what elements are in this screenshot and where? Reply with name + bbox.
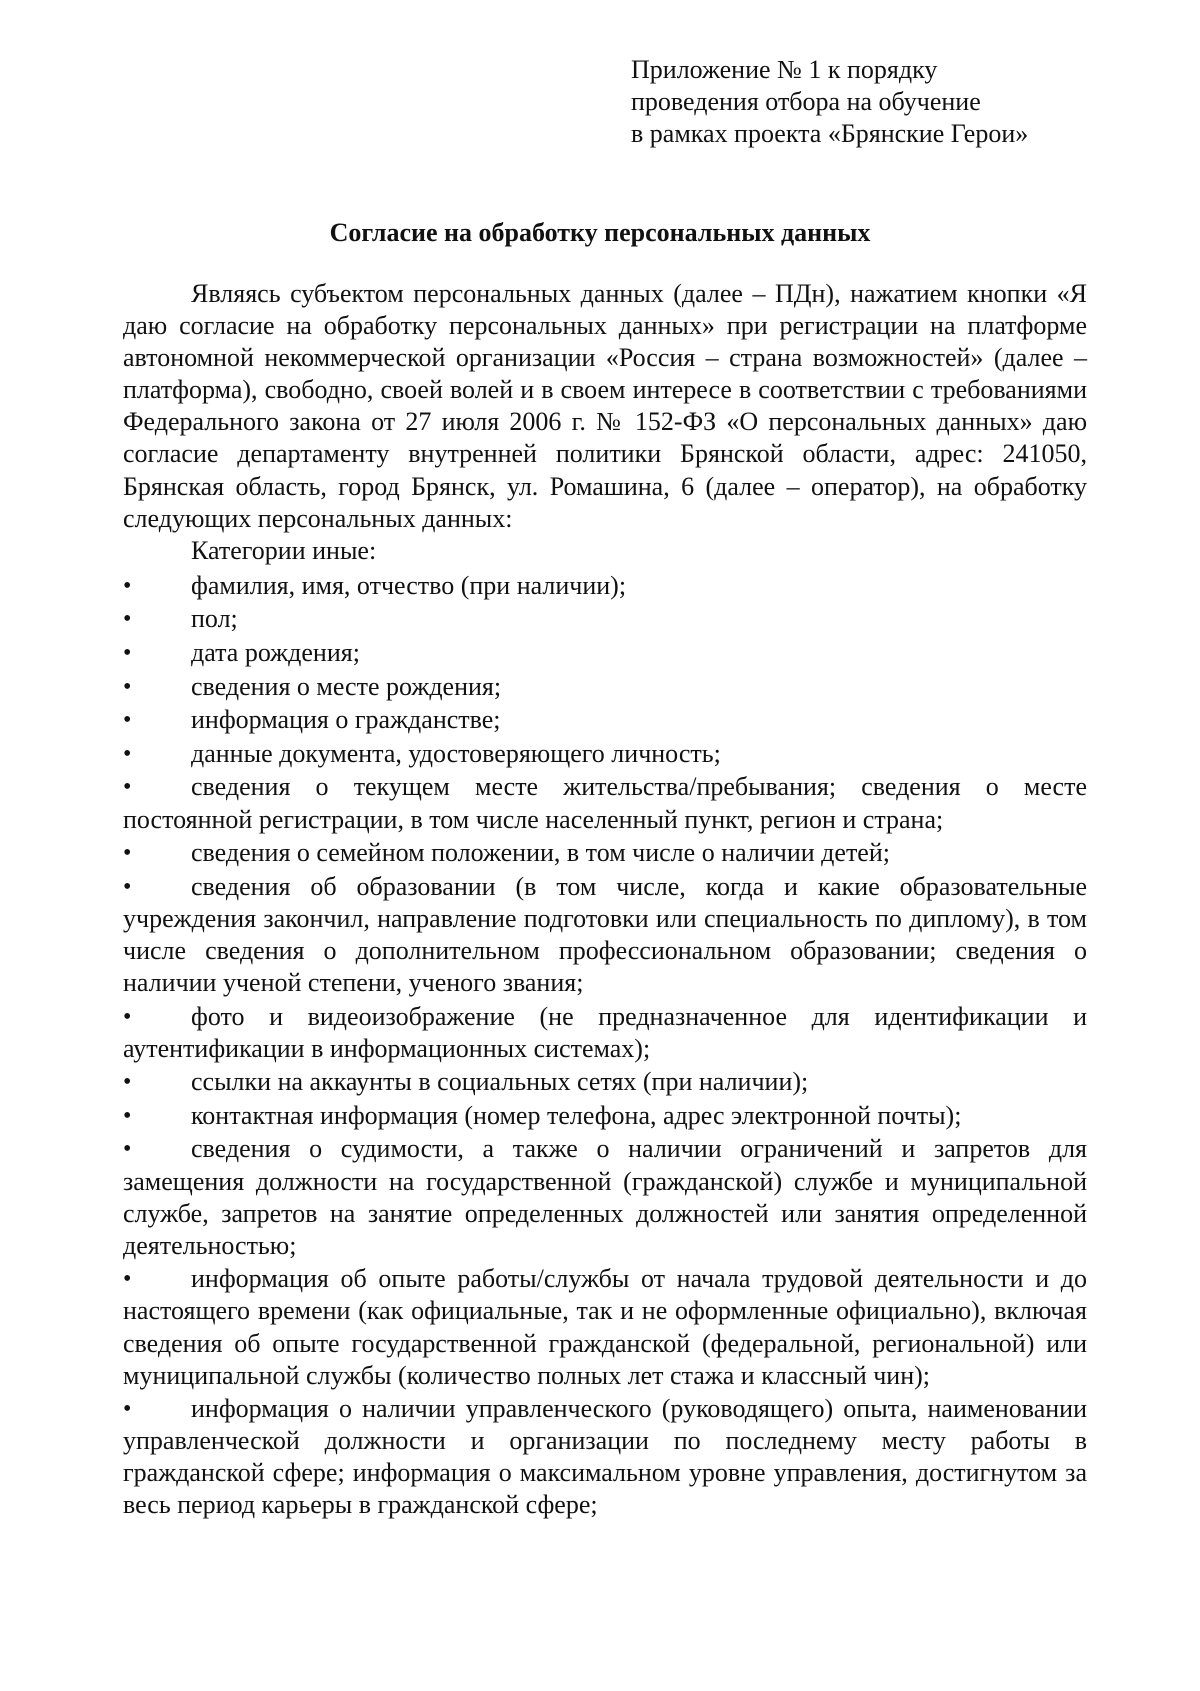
bullet-icon: • xyxy=(123,1266,132,1293)
list-item-text: ссылки на аккаунты в социальных сетях (при наличии); xyxy=(191,1067,809,1097)
list-item-text: сведения о судимости, а также о наличии ограничений и запретов для замещения должности на государственной (гражданской) службе и муниципальной службе, запретов на занятие определенных должностей или занятия определенной деятельностью; xyxy=(123,1134,1087,1260)
bullet-icon: • xyxy=(123,1069,132,1096)
list-item-text: дата рождения; xyxy=(191,638,360,668)
bullet-icon: • xyxy=(123,606,132,633)
list-item xyxy=(123,1066,1087,1098)
annex-line-1: Приложение № 1 к порядку xyxy=(631,55,938,84)
bullet-icon: • xyxy=(123,873,132,900)
list-item xyxy=(123,704,1087,736)
list-item-text: данные документа, удостоверяющего личность; xyxy=(191,738,721,768)
list-item xyxy=(123,603,1087,635)
list-item xyxy=(123,1263,1087,1391)
document-body xyxy=(123,278,1087,1523)
bullet-icon: • xyxy=(123,1136,132,1163)
list-item xyxy=(123,570,1087,602)
list-item-text: сведения о месте рождения; xyxy=(191,671,502,701)
bullet-icon: • xyxy=(123,572,132,599)
bullet-icon: • xyxy=(123,640,132,667)
bullet-icon: • xyxy=(123,774,132,801)
list-item-text: информация о наличии управленческого (руководящего) опыта, наименовании управленческой должности и организации по последнему месту работы в гражданской сфере; информация о максимальном уровне управления, достигнутом за весь период карьеры в гражданской сфере; xyxy=(123,1394,1087,1520)
list-item-text: сведения об образовании (в том числе, когда и какие образовательные учреждения закончил, направление подготовки или специальность по диплому), в том числе сведения о дополнительном профессиональном образовании; сведения о наличии ученой степени, ученого звания; xyxy=(123,871,1087,997)
bullet-icon: • xyxy=(123,740,132,767)
bullet-icon: • xyxy=(123,1003,132,1030)
list-item xyxy=(123,671,1087,703)
annex-line-3: в рамках проекта «Брянские Герои» xyxy=(631,119,1029,148)
list-item-text: сведения о текущем месте жительства/пребывания; сведения о месте постоянной регистрации, в том числе населенный пункт, регион и страна; xyxy=(123,772,1087,834)
list-item xyxy=(123,738,1087,770)
list-item xyxy=(123,1100,1087,1132)
list-item-text: пол; xyxy=(191,604,238,634)
list-item xyxy=(123,1393,1087,1521)
annex-header xyxy=(631,54,1028,150)
list-item xyxy=(123,837,1087,869)
list-item-text: сведения о семейном положении, в том числе о наличии детей; xyxy=(191,838,890,868)
data-categories-list xyxy=(123,570,1087,1522)
annex-line-2: проведения отбора на обучение xyxy=(631,87,981,116)
bullet-icon: • xyxy=(123,1396,132,1423)
list-item-text: информация о гражданстве; xyxy=(191,705,501,735)
bullet-icon: • xyxy=(123,1102,132,1129)
list-item xyxy=(123,1133,1087,1261)
list-item xyxy=(123,1001,1087,1065)
list-item-text: фамилия, имя, отчество (при наличии); xyxy=(191,570,627,600)
list-item xyxy=(123,871,1087,999)
list-item-text: контактная информация (номер телефона, адрес электронной почты); xyxy=(191,1100,962,1130)
categories-label: Категории иные: xyxy=(191,535,377,565)
document-title: Согласие на обработку персональных данных xyxy=(329,218,871,247)
list-item-text: информация об опыте работы/службы от начала трудовой деятельности и до настоящего времени (как официальные, так и не оформленные официально), включая сведения об опыте государственной гражданской (федеральной, региональной) или муниципальной службы (количество полных лет стажа и классный чин); xyxy=(123,1264,1087,1390)
bullet-icon: • xyxy=(123,673,132,700)
bullet-icon: • xyxy=(123,840,132,867)
intro-paragraph: Являясь субъектом персональных данных (далее – ПДн), нажатием кнопки «Я даю согласие на обработку персональных данных» при регистрации на платформе автономной некоммерческой организации «Россия – страна возможностей» (далее – платформа), свободно, своей волей и в своем интересе в соответствии с требованиями Федерального закона от 27 июля 2006 г. № 152-ФЗ «О персональных данных» даю согласие департаменту внутренней политики Брянской области, адрес: 241050, Брянская область, город Брянск, ул. Ромашина, 6 (далее – оператор), на обработку следующих персональных данных: xyxy=(123,279,1087,533)
list-item xyxy=(123,637,1087,669)
bullet-icon: • xyxy=(123,707,132,734)
list-item-text: фото и видеоизображение (не предназначенное для идентификации и аутентификации в информационных системах); xyxy=(123,1001,1087,1063)
list-item xyxy=(123,771,1087,835)
